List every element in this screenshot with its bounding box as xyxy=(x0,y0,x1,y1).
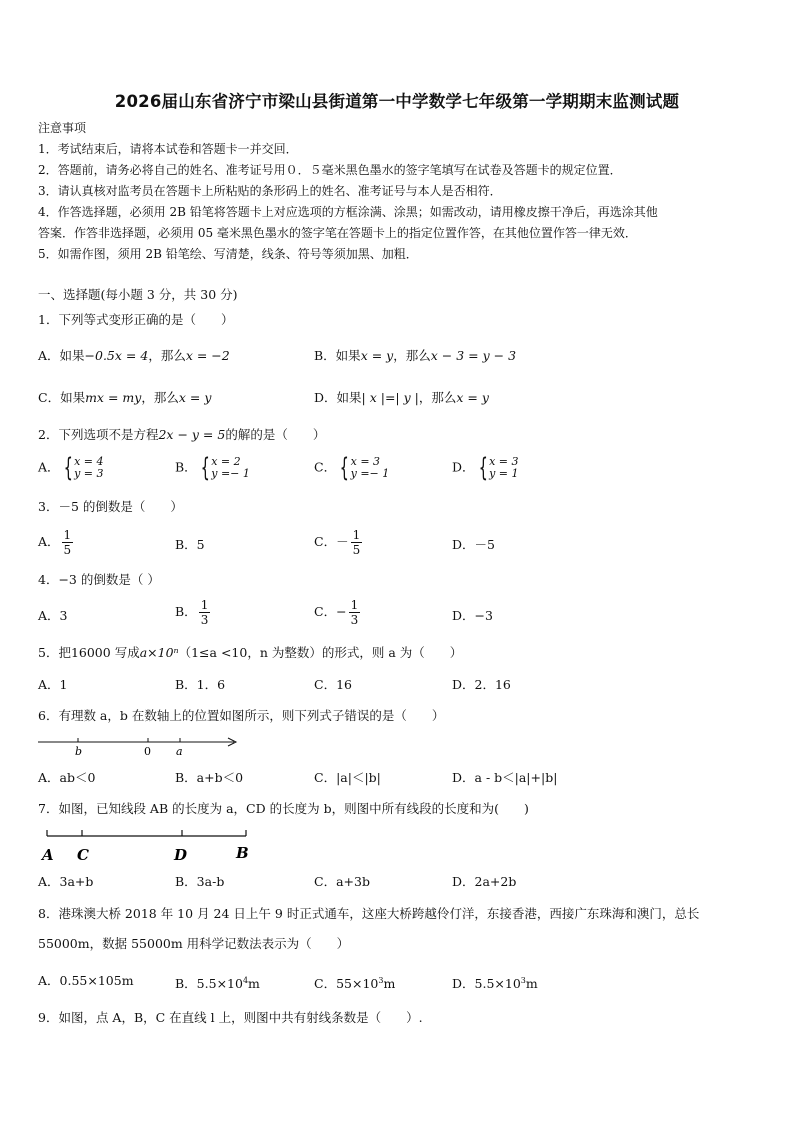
q2-stem: 2．下列选项不是方程2x − y = 5的解的是（ ） xyxy=(38,427,326,442)
label-a: a xyxy=(176,745,183,758)
q6-option-c[interactable]: C．|a|＜|b| xyxy=(314,770,381,785)
notice-item-2: 2．答题前，请务必将自己的姓名、准考证号用０．５毫米黑色墨水的签字笔填写在试卷及答题卡的规定位置． xyxy=(38,163,622,177)
q2-option-c[interactable]: C． { x = 3 y =− 1 xyxy=(314,453,390,483)
notice-heading: 注意事项 xyxy=(38,121,87,135)
notice-item-4-cont: 答案．作答非选择题，必须用 05 毫米黑色墨水的签字笔在答题卡上的指定位置作答，在其他位置作答一律无效． xyxy=(38,226,637,240)
q3-stem: 3．－5 的倒数是（ ） xyxy=(38,499,183,514)
number-line-figure xyxy=(36,734,242,760)
exam-title: 2026届山东省济宁市梁山县街道第一中学数学七年级第一学期期末监测试题 xyxy=(114,92,680,111)
q4-option-d[interactable]: D．−3 xyxy=(452,608,493,623)
q8-stem-line1: 8．港珠澳大桥 2018 年 10 月 24 日上午 9 时正式通车，这座大桥跨越伶仃洋，东接香港，西接广东珠海和澳门，总长 xyxy=(38,906,700,921)
q7-option-b[interactable]: B．3a-b xyxy=(175,874,225,889)
q7-stem: 7．如图，已知线段 AB 的长度为 a，CD 的长度为 b，则图中所有线段的长度和为( ) xyxy=(38,801,529,816)
q4-option-b[interactable]: B． $\frac{1}{3}$ xyxy=(175,598,209,627)
q1-option-a[interactable]: A．如果−0.5x = 4，那么x = −2 xyxy=(38,348,230,363)
segment-figure xyxy=(38,826,258,866)
q1-option-c[interactable]: C．如果mx = my，那么x = y xyxy=(38,390,212,405)
q7-option-d[interactable]: D．2a+2b xyxy=(452,874,517,889)
notice-item-1: 1．考试结束后，请将本试卷和答题卡一并交回． xyxy=(38,142,298,156)
q5-option-d[interactable]: D．2．16 xyxy=(452,677,511,692)
q3-option-d[interactable]: D．－5 xyxy=(452,537,495,552)
q5-option-c[interactable]: C．16 xyxy=(314,677,352,692)
q6-option-a[interactable]: A．ab＜0 xyxy=(38,770,96,785)
q8-option-c[interactable]: C．$55\times 10^3m$ xyxy=(314,976,396,992)
label-b: b xyxy=(75,745,83,758)
q2-option-a[interactable]: A． { x = 4 y = 3 xyxy=(38,453,104,483)
notice-item-4: 4．作答选择题，必须用 2B 铅笔将答题卡上对应选项的方框涂满、涂黑；如需改动，请用橡皮擦干净后，再选涂其他 xyxy=(38,205,658,219)
section-heading: 一、选择题(每小题 3 分，共 30 分) xyxy=(38,287,238,302)
q6-stem: 6．有理数 a，b 在数轴上的位置如图所示，则下列式子错误的是（ ） xyxy=(38,708,445,723)
q3-option-a[interactable]: A． $\frac{1}{5}$ xyxy=(38,528,72,557)
point-a-label: A xyxy=(42,846,54,864)
notice-item-3: 3．请认真核对监考员在答题卡上所粘贴的条形码上的姓名、准考证号与本人是否相符． xyxy=(38,184,502,198)
point-c-label: C xyxy=(77,846,89,864)
q1-option-b[interactable]: B．如果x = y，那么x − 3 = y − 3 xyxy=(314,348,517,363)
q8-option-a[interactable]: A．0.55×105m xyxy=(38,973,134,988)
q4-option-c[interactable]: C．− $\frac{1}{3}$ xyxy=(314,598,359,627)
q5-option-a[interactable]: A．1 xyxy=(38,677,68,692)
q1-option-d[interactable]: D．如果| x |=| y |，那么x = y xyxy=(314,390,489,405)
q4-option-a[interactable]: A．3 xyxy=(38,608,68,623)
point-b-label: B xyxy=(236,844,249,862)
q4-stem: 4．−3 的倒数是（ ） xyxy=(38,572,160,587)
q1-stem: 1．下列等式变形正确的是（ ） xyxy=(38,312,234,327)
q8-option-d[interactable]: D．$5.5\times 10^3m$ xyxy=(452,976,538,992)
q5-option-b[interactable]: B．1．6 xyxy=(175,677,226,692)
q3-option-b[interactable]: B．5 xyxy=(175,537,205,552)
notice-item-5: 5．如需作图，须用 2B 铅笔绘、写清楚，线条、符号等须加黑、加粗． xyxy=(38,247,418,261)
q7-option-c[interactable]: C．a+3b xyxy=(314,874,370,889)
q7-option-a[interactable]: A．3a+b xyxy=(38,874,94,889)
q6-option-d[interactable]: D．a - b＜|a|+|b| xyxy=(452,770,558,785)
q5-stem: 5．把16000 写成a×10ⁿ（1≤a <10，n 为整数）的形式，则 a 为（ ） xyxy=(38,645,463,660)
q9-stem: 9．如图，点 A，B，C 在直线 l 上，则图中共有射线条数是（ ）. xyxy=(38,1010,423,1025)
q2-option-b[interactable]: B． { x = 2 y =− 1 xyxy=(175,453,250,483)
q6-option-b[interactable]: B．a+b＜0 xyxy=(175,770,244,785)
q2-option-d[interactable]: D． { x = 3 y = 1 xyxy=(452,453,519,483)
q8-stem-line2: 55000m，数据 55000m 用科学记数法表示为（ ） xyxy=(38,936,350,951)
q8-option-b[interactable]: B．$5.5\times 10^4m$ xyxy=(175,976,260,992)
point-d-label: D xyxy=(174,846,188,864)
q3-option-c[interactable]: C．－ $\frac{1}{5}$ xyxy=(314,528,361,557)
label-zero: 0 xyxy=(144,745,151,758)
